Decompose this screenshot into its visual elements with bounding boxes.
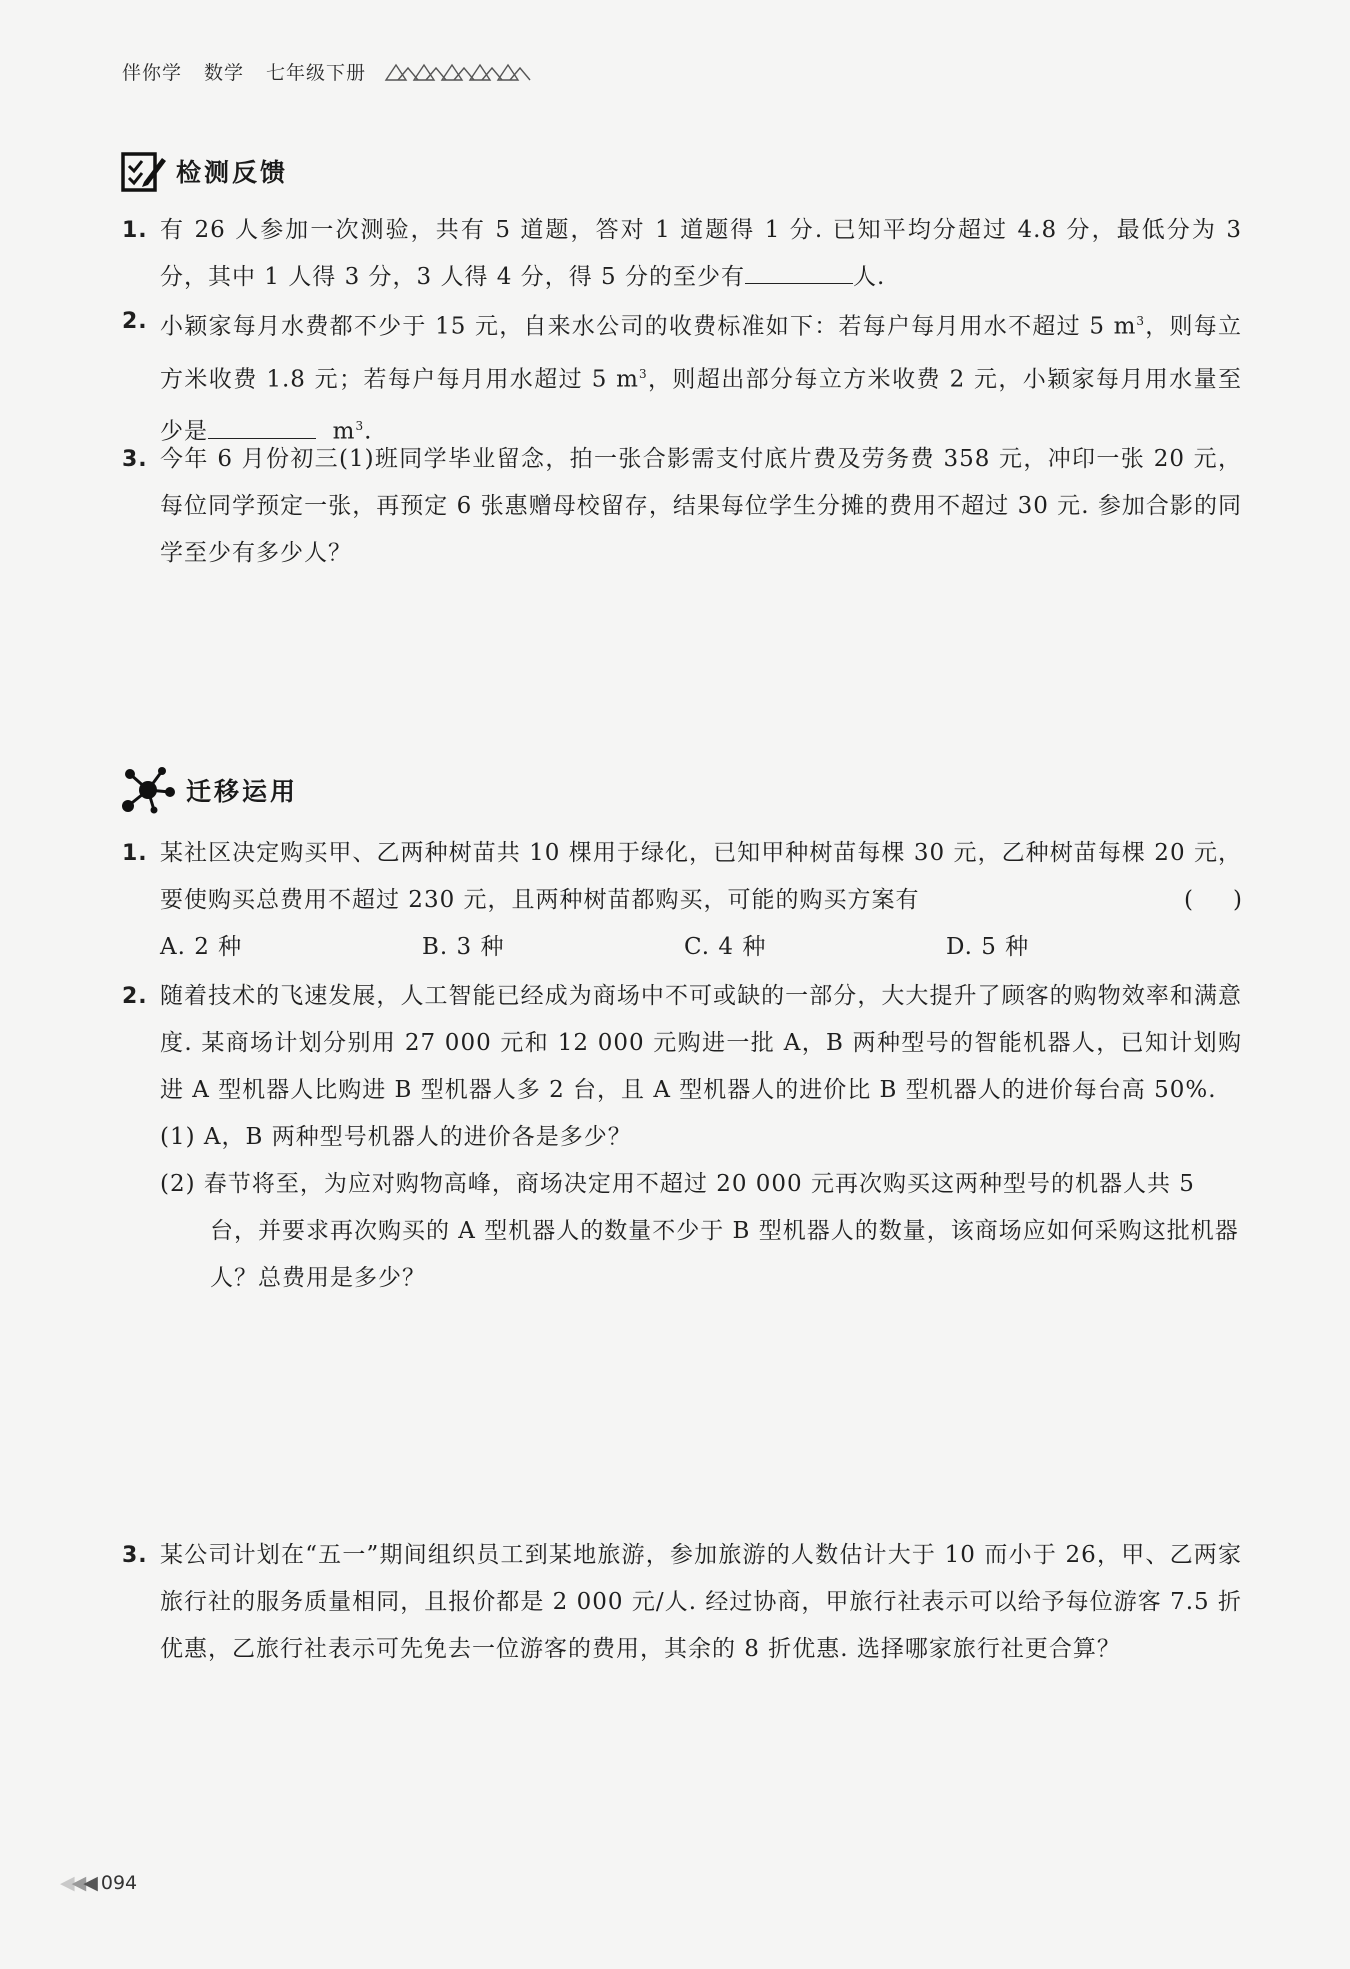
molecule-icon [120, 766, 176, 814]
question-text: 某公司计划在“五一”期间组织员工到某地旅游，参加旅游的人数估计大于 10 而小于 26，甲、乙两家旅行社的服务质量相同，且报价都是 2 000 元/人. 经过协商，甲旅行社表示可以给予每位游客 7.5 折优惠，乙旅行社表示可先免去一位游客的费用，其余的 8 折优惠. 选择哪家旅行社更合算？ [160, 1542, 1242, 1662]
section-label: 检测反馈 [176, 158, 289, 187]
superscript: 3 [355, 419, 365, 434]
section-title-application [120, 766, 298, 814]
option-b[interactable]: B. 3 种 [422, 934, 505, 960]
question-text-3: ，则超出部分每立方米收费 2 元，小颖家每月用水量至少是 [160, 366, 1242, 445]
question-3-application [122, 1532, 1242, 1673]
question-text: 今年 6 月份初三(1)班同学毕业留念，拍一张合影需支付底片费及劳务费 358 元，冲印一张 20 元，每位同学预定一张，再预定 6 张惠赠母校留存，结果每位学生分摊的费用不超过 30 元. 参加合影的同学至少有多少人？ [160, 446, 1242, 566]
answer-blank[interactable] [745, 257, 853, 284]
subject-name: 数学 [204, 62, 245, 84]
question-text: 随着技术的飞速发展，人工智能已经成为商场中不可或缺的一部分，大大提升了顾客的购物效率和满意度. 某商场计划分别用 27 000 元和 12 000 元购进一批 A，B 两种型号的智能机器人，已知计划购进 A 型机器人比购进 B 型机器人多 2 台，且 A 型机器人的进价比 B 型机器人的进价每台高 50%. [160, 983, 1242, 1103]
sub-question-2: (2) 春节将至，为应对购物高峰，商场决定用不超过 20 000 元再次购买这两种型号的机器人共 5 台，并要求再次购买的 A 型机器人的数量不少于 B 型机器人的数量，该商场应如何采购这批机器人？总费用是多少？ [160, 1171, 1239, 1291]
question-number: 2. [122, 309, 148, 334]
options-row [160, 924, 1242, 971]
triangles-decoration-icon [384, 61, 534, 83]
question-1-feedback [122, 207, 1242, 301]
option-a[interactable]: A. 2 种 [160, 934, 243, 960]
option-d[interactable]: D. 5 种 [946, 934, 1030, 960]
superscript: 3 [638, 366, 648, 381]
section-label: 迁移运用 [186, 777, 299, 806]
question-3-feedback [122, 436, 1242, 577]
sub-question-1: (1) A，B 两种型号机器人的进价各是多少？ [160, 1124, 632, 1150]
page-footer [60, 1872, 137, 1894]
question-text: 某社区决定购买甲、乙两种树苗共 10 棵用于绿化，已知甲种树苗每棵 30 元，乙种树苗每棵 20 元，要使购买总费用不超过 230 元，且两种树苗都购买，可能的购买方案有 [160, 840, 1242, 913]
question-text-2: ，则每立方米收费 1.8 元；若每户每月用水超过 5 m [160, 313, 1242, 393]
question-1-application [122, 830, 1282, 971]
question-2-application [122, 973, 1242, 1302]
option-c[interactable]: C. 4 种 [684, 934, 767, 960]
question-number: 3. [122, 447, 148, 472]
book-name: 伴你学 [122, 62, 183, 84]
checklist-pen-icon [120, 148, 166, 194]
question-number: 1. [122, 218, 148, 243]
unit: m [332, 418, 356, 445]
running-header [122, 58, 534, 85]
section-title-feedback [120, 148, 288, 194]
question-number: 1. [122, 841, 148, 866]
answer-parentheses[interactable]: () [1184, 887, 1282, 913]
end-mark: . [364, 418, 373, 445]
arrows-icon: ◀◀◀ [60, 1872, 95, 1894]
answer-blank[interactable] [208, 412, 316, 439]
superscript: 3 [1136, 314, 1146, 328]
question-text: 小颖家每月水费都不少于 15 元，自来水公司的收费标准如下：若每户每月用水不超过 5 m [160, 313, 1137, 340]
question-text: 有 26 人参加一次测验，共有 5 道题，答对 1 道题得 1 分. 已知平均分超过 4.8 分，最低分为 3 分，其中 1 人得 3 分，3 人得 4 分，得 5 分的至少有 [160, 217, 1242, 290]
grade-name: 七年级下册 [266, 62, 367, 84]
question-number: 3. [122, 1543, 148, 1568]
question-number: 2. [122, 984, 148, 1009]
page-number: 094 [100, 1872, 138, 1894]
question-2-feedback [122, 298, 1242, 456]
question-text-end: 人. [852, 264, 886, 290]
